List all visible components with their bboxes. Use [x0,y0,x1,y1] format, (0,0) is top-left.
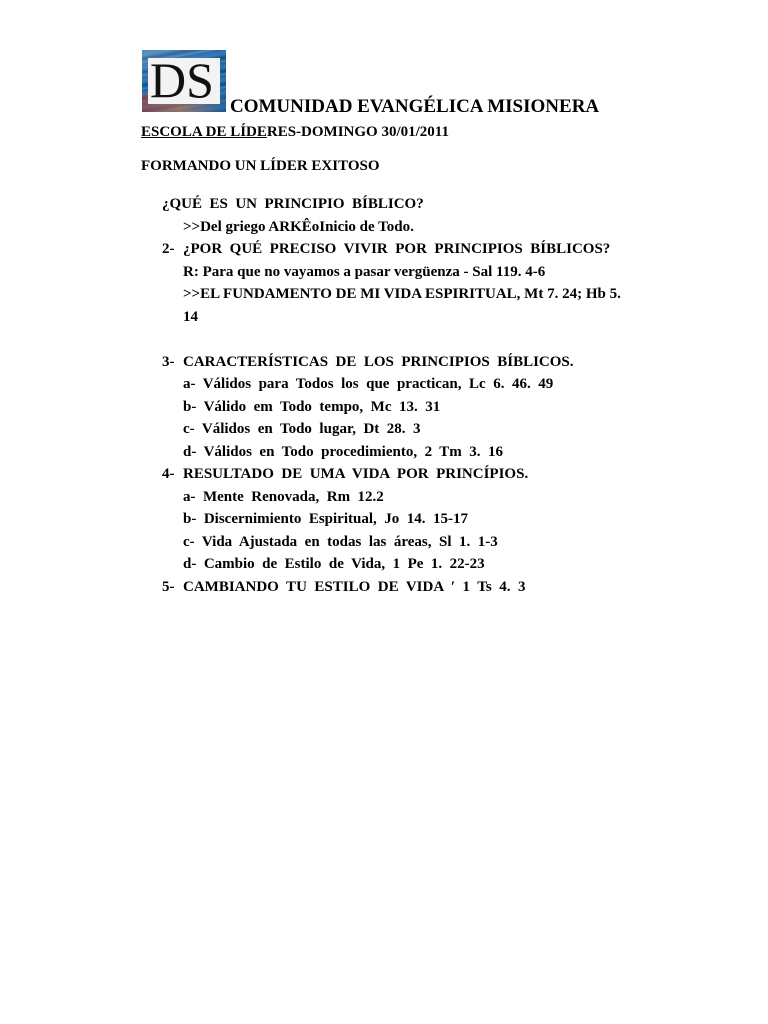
ds-logo [142,50,226,112]
outline-subitem [162,553,662,576]
outline-subitem [162,441,662,464]
outline-subitem [162,283,662,306]
outline-subitem-text: a- Válidos para Todos los que practican, Lc 6. 46. 49 [183,376,554,392]
outline-item-3 [162,351,662,374]
outline-item-2 [162,238,662,261]
subtitle-rest: RES-DOMINGO 30/01/2011 [266,124,449,140]
outline-subitem-text: d- Cambio de Estilo de Vida, 1 Pe 1. 22-23 [183,556,485,572]
outline-subitem-text: R: Para que no vayamos a pasar vergüenza - Sal 119. 4-6 [183,263,546,280]
outline-subitem [162,216,662,239]
outline-item-5 [162,576,662,599]
outline-item-text: ¿POR QUÉ PRECISO VIVIR POR PRINCIPIOS BÍBLICOS? [183,241,611,257]
outline-subitem [162,396,662,419]
outline-subitem [162,486,662,509]
spacer [162,328,662,351]
outline-item-number: 5- [162,578,175,595]
outline-subitem-text: d- Válidos en Todo procedimiento, 2 Tm 3. 16 [183,443,504,460]
outline-item-number: 4- [162,466,175,482]
outline-subitem-text: c- Vida Ajustada en todas las áreas, Sl 1. 1-3 [183,533,498,550]
outline-subitem [162,373,662,396]
subtitle-underlined: ESCOLA DE LÍDE [141,124,267,140]
outline [162,193,662,598]
page-subtitle [141,124,449,141]
outline-item-number: 2- [162,241,175,257]
outline-item-number: 3- [162,353,175,370]
outline-item-text: ¿QUÉ ES UN PRINCIPIO BÍBLICO? [162,196,424,212]
outline-item-text: RESULTADO DE UMA VIDA POR PRINCÍPIOS. [183,466,529,482]
outline-item-4 [162,463,662,486]
outline-subitem-text: b- Válido em Todo tempo, Mc 13. 31 [183,398,441,415]
outline-subitem-text: 14 [183,308,198,325]
outline-item-1 [162,193,662,216]
outline-subitem-text: b- Discernimiento Espiritual, Jo 14. 15-17 [183,511,468,527]
outline-subitem [162,418,662,441]
logo-text: DS [150,52,214,108]
outline-subitem [162,508,662,531]
page-title: COMUNIDAD EVANGÉLICA MISIONERA [230,96,600,117]
outline-subitem [162,531,662,554]
outline-item-text: CARACTERÍSTICAS DE LOS PRINCIPIOS BÍBLICOS. [183,353,574,370]
outline-item-text: CAMBIANDO TU ESTILO DE VIDA ʹ 1 Ts 4. 3 [183,578,526,595]
section-title: FORMANDO UN LÍDER EXITOSO [141,158,380,174]
outline-subitem-text: >>Del griego ARKÊoInicio de Todo. [183,218,414,235]
outline-subitem-text: >>EL FUNDAMENTO DE MI VIDA ESPIRITUAL, Mt 7. 24; Hb 5. [183,286,621,302]
outline-subitem-text: c- Válidos en Todo lugar, Dt 28. 3 [183,421,421,437]
outline-subitem [162,261,662,284]
outline-subitem [162,306,662,329]
outline-subitem-text: a- Mente Renovada, Rm 12.2 [183,488,384,505]
